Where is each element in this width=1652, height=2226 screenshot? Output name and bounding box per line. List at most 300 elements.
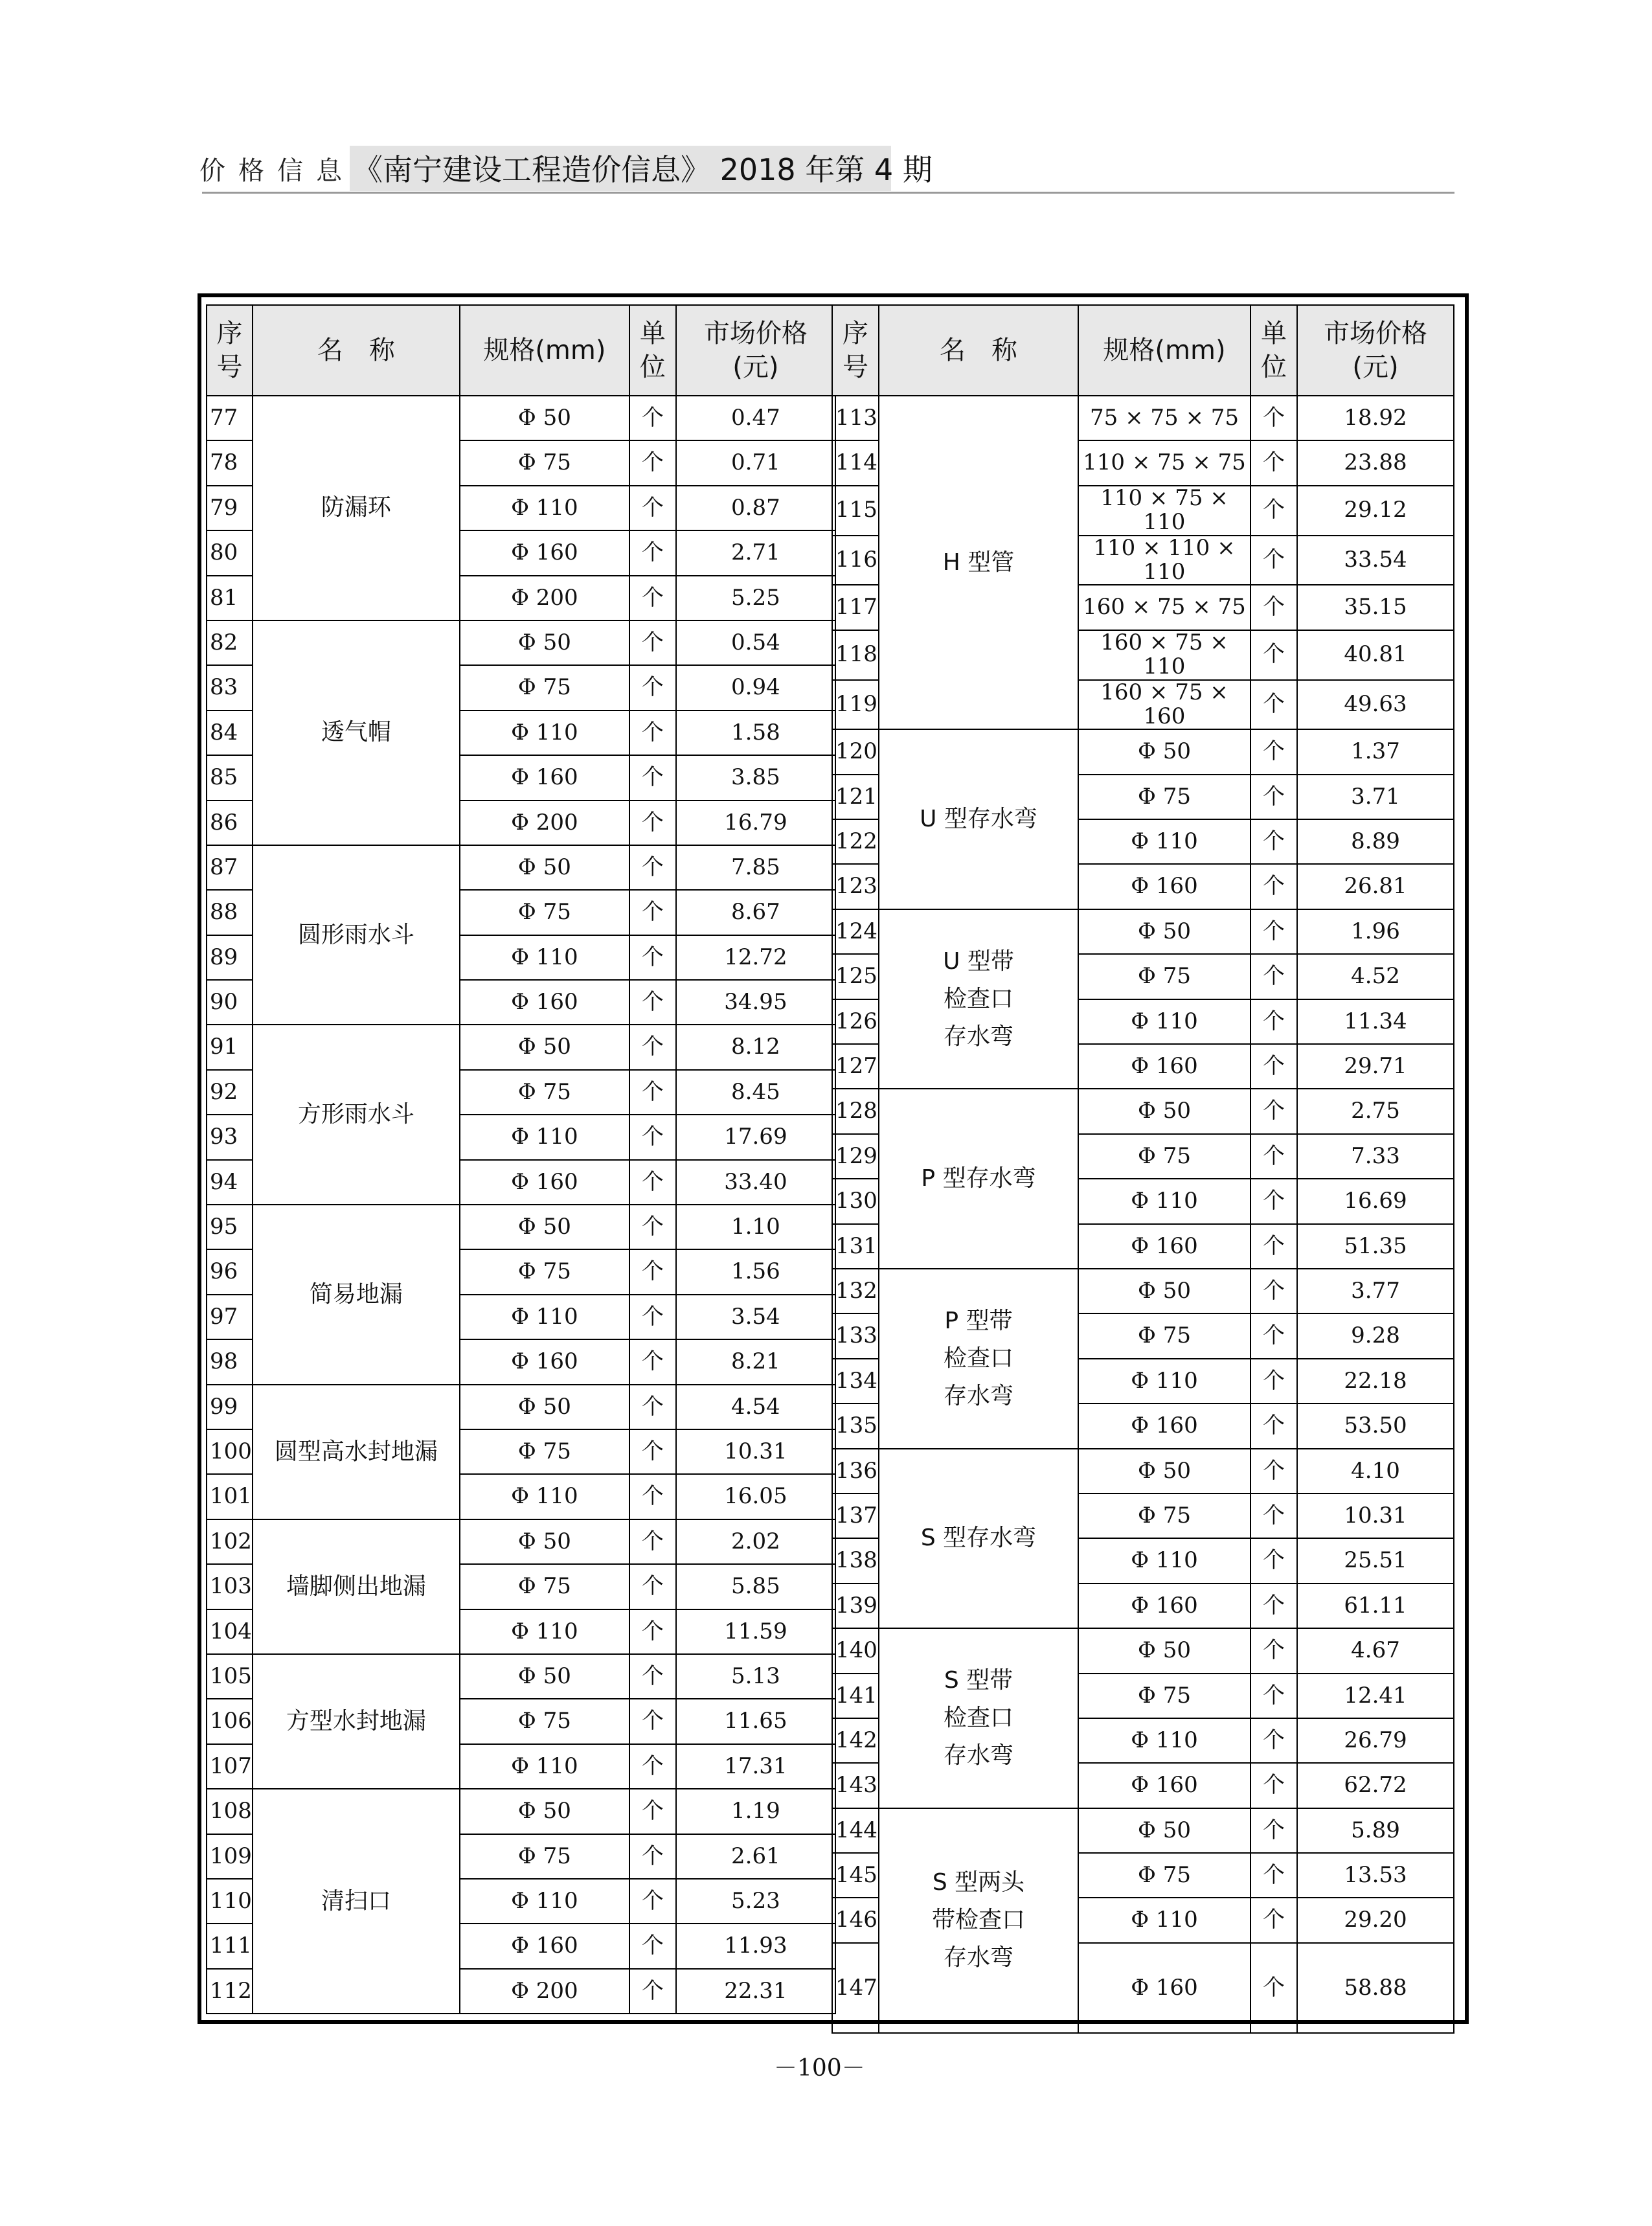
cell-no: 89 — [207, 935, 253, 980]
cell-unit: 个 — [629, 1429, 676, 1474]
table-row — [207, 845, 835, 890]
cell-price: 2.75 — [1297, 1089, 1454, 1133]
cell-no: 82 — [207, 620, 253, 665]
cell-price: 12.41 — [1297, 1674, 1454, 1718]
cell-price: 34.95 — [676, 980, 835, 1025]
cell-spec: Φ 75 — [460, 665, 629, 710]
cell-spec: Φ 110 — [460, 1295, 629, 1339]
cell-price: 5.25 — [676, 576, 835, 620]
cell-price: 10.31 — [676, 1429, 835, 1474]
cell-no: 84 — [207, 710, 253, 755]
cell-spec: 160 × 75 × 110 — [1078, 630, 1250, 680]
cell-price: 33.40 — [676, 1160, 835, 1205]
cell-no: 133 — [832, 1313, 879, 1358]
cell-spec: Φ 75 — [460, 1070, 629, 1115]
cell-price: 22.31 — [676, 1969, 835, 2014]
cell-price: 16.69 — [1297, 1179, 1454, 1223]
cell-no: 116 — [832, 536, 879, 585]
cell-spec: Φ 75 — [1078, 1674, 1250, 1718]
section-label: 价格信息 — [199, 156, 355, 186]
cell-name: 简易地漏 — [253, 1205, 460, 1385]
cell-no: 120 — [832, 729, 879, 774]
cell-spec: Φ 50 — [1078, 1449, 1250, 1493]
cell-spec: Φ 110 — [460, 1115, 629, 1159]
cell-name: 透气帽 — [253, 620, 460, 845]
cell-spec: Φ 75 — [460, 1564, 629, 1609]
cell-unit: 个 — [1250, 680, 1297, 730]
cell-no: 90 — [207, 980, 253, 1025]
cell-unit: 个 — [1250, 1943, 1297, 2033]
cell-price: 26.81 — [1297, 864, 1454, 909]
cell-unit: 个 — [1250, 1808, 1297, 1853]
cell-no: 94 — [207, 1160, 253, 1205]
cell-spec: Φ 110 — [460, 1744, 629, 1789]
cell-unit: 个 — [1250, 1449, 1297, 1493]
cell-price: 23.88 — [1297, 440, 1454, 485]
cell-price: 1.58 — [676, 710, 835, 755]
cell-unit: 个 — [1250, 1898, 1297, 1942]
cell-spec: Φ 50 — [1078, 1269, 1250, 1313]
cell-no: 146 — [832, 1898, 879, 1942]
cell-spec: 160 × 75 × 160 — [1078, 680, 1250, 730]
cell-spec: Φ 50 — [460, 1385, 629, 1429]
cell-unit: 个 — [1250, 585, 1297, 630]
table-row — [832, 1808, 1454, 1853]
cell-no: 139 — [832, 1584, 879, 1628]
cell-no: 147 — [832, 1943, 879, 2033]
cell-spec: Φ 110 — [1078, 819, 1250, 864]
cell-spec: Φ 50 — [1078, 1808, 1250, 1853]
cell-no: 105 — [207, 1654, 253, 1699]
header-spec: 规格(mm) — [460, 305, 629, 396]
cell-spec: Φ 75 — [1078, 1493, 1250, 1538]
cell-no: 137 — [832, 1493, 879, 1538]
cell-price: 3.71 — [1297, 775, 1454, 819]
cell-spec: Φ 75 — [1078, 775, 1250, 819]
cell-price: 17.31 — [676, 1744, 835, 1789]
cell-name: 方形雨水斗 — [253, 1025, 460, 1205]
cell-no: 129 — [832, 1134, 879, 1179]
cell-price: 8.21 — [676, 1339, 835, 1384]
table-row — [832, 1449, 1454, 1493]
cell-unit: 个 — [1250, 819, 1297, 864]
publication-title: 《南宁建设工程造价信息》 2018 年第 4 期 — [353, 152, 933, 187]
cell-price: 1.96 — [1297, 909, 1454, 954]
cell-unit: 个 — [629, 620, 676, 665]
cell-unit: 个 — [629, 1744, 676, 1789]
cell-unit: 个 — [629, 1025, 676, 1069]
cell-unit: 个 — [629, 1609, 676, 1654]
cell-spec: Φ 110 — [460, 935, 629, 980]
cell-spec: Φ 50 — [460, 1519, 629, 1564]
cell-unit: 个 — [629, 1789, 676, 1834]
cell-unit: 个 — [629, 980, 676, 1025]
cell-no: 125 — [832, 954, 879, 999]
table-row — [832, 909, 1454, 954]
cell-unit: 个 — [1250, 954, 1297, 999]
cell-no: 98 — [207, 1339, 253, 1384]
cell-spec: Φ 50 — [1078, 729, 1250, 774]
cell-unit: 个 — [629, 1564, 676, 1609]
header-no: 序 号 — [207, 305, 253, 396]
cell-no: 145 — [832, 1853, 879, 1898]
cell-no: 113 — [832, 396, 879, 440]
cell-spec: Φ 110 — [460, 486, 629, 530]
cell-price: 4.10 — [1297, 1449, 1454, 1493]
cell-price: 3.77 — [1297, 1269, 1454, 1313]
cell-no: 99 — [207, 1385, 253, 1429]
cell-price: 1.19 — [676, 1789, 835, 1834]
cell-price: 1.56 — [676, 1249, 835, 1294]
cell-no: 80 — [207, 530, 253, 575]
cell-no: 93 — [207, 1115, 253, 1159]
cell-spec: Φ 75 — [460, 1834, 629, 1879]
cell-no: 81 — [207, 576, 253, 620]
cell-no: 77 — [207, 396, 253, 440]
table-row — [207, 396, 835, 440]
cell-spec: Φ 160 — [460, 1339, 629, 1384]
cell-spec: Φ 160 — [460, 980, 629, 1025]
cell-unit: 个 — [1250, 1853, 1297, 1898]
cell-unit: 个 — [1250, 1403, 1297, 1448]
cell-name: 防漏环 — [253, 396, 460, 620]
cell-spec: Φ 75 — [460, 440, 629, 485]
cell-price: 29.20 — [1297, 1898, 1454, 1942]
cell-no: 111 — [207, 1924, 253, 1968]
cell-price: 0.71 — [676, 440, 835, 485]
cell-no: 126 — [832, 999, 879, 1044]
cell-no: 130 — [832, 1179, 879, 1223]
cell-no: 101 — [207, 1474, 253, 1519]
cell-spec: Φ 200 — [460, 801, 629, 845]
cell-no: 132 — [832, 1269, 879, 1313]
cell-spec: Φ 160 — [460, 1924, 629, 1968]
cell-unit: 个 — [1250, 396, 1297, 440]
header-no: 序 号 — [832, 305, 879, 396]
cell-price: 12.72 — [676, 935, 835, 980]
cell-no: 115 — [832, 486, 879, 536]
cell-no: 118 — [832, 630, 879, 680]
cell-price: 9.28 — [1297, 1313, 1454, 1358]
cell-no: 86 — [207, 801, 253, 845]
cell-unit: 个 — [1250, 864, 1297, 909]
table-row — [832, 1089, 1454, 1133]
table-row — [207, 620, 835, 665]
cell-unit: 个 — [629, 1834, 676, 1879]
cell-name: H 型管 — [879, 396, 1078, 729]
cell-unit: 个 — [629, 1699, 676, 1743]
cell-price: 10.31 — [1297, 1493, 1454, 1538]
cell-spec: Φ 200 — [460, 576, 629, 620]
cell-spec: Φ 50 — [460, 1205, 629, 1249]
cell-spec: Φ 50 — [460, 396, 629, 440]
cell-unit: 个 — [1250, 536, 1297, 585]
cell-no: 102 — [207, 1519, 253, 1564]
cell-unit: 个 — [629, 1879, 676, 1924]
cell-spec: Φ 50 — [1078, 1089, 1250, 1133]
cell-no: 143 — [832, 1763, 879, 1808]
table-row — [207, 1519, 835, 1564]
cell-unit: 个 — [1250, 1179, 1297, 1223]
cell-unit: 个 — [1250, 1718, 1297, 1763]
cell-unit: 个 — [1250, 1584, 1297, 1628]
cell-spec: Φ 75 — [1078, 1313, 1250, 1358]
cell-unit: 个 — [629, 1474, 676, 1519]
table-header-row — [207, 305, 835, 396]
cell-no: 104 — [207, 1609, 253, 1654]
cell-no: 88 — [207, 890, 253, 935]
cell-spec: Φ 110 — [1078, 1538, 1250, 1583]
cell-price: 7.33 — [1297, 1134, 1454, 1179]
cell-no: 122 — [832, 819, 879, 864]
table-row — [832, 729, 1454, 774]
cell-unit: 个 — [1250, 1628, 1297, 1673]
price-table-left — [206, 304, 836, 2014]
cell-unit: 个 — [1250, 1089, 1297, 1133]
cell-spec: Φ 110 — [1078, 1898, 1250, 1942]
cell-spec: Φ 110 — [460, 1879, 629, 1924]
cell-no: 100 — [207, 1429, 253, 1474]
cell-unit: 个 — [1250, 1313, 1297, 1358]
cell-no: 92 — [207, 1070, 253, 1115]
cell-spec: Φ 160 — [1078, 1403, 1250, 1448]
cell-name: P 型带 检查口 存水弯 — [879, 1269, 1078, 1449]
cell-price: 5.23 — [676, 1879, 835, 1924]
cell-price: 13.53 — [1297, 1853, 1454, 1898]
cell-no: 78 — [207, 440, 253, 485]
cell-spec: Φ 110 — [1078, 1359, 1250, 1403]
cell-spec: Φ 75 — [460, 1429, 629, 1474]
cell-spec: Φ 160 — [1078, 1584, 1250, 1628]
cell-price: 2.71 — [676, 530, 835, 575]
cell-no: 96 — [207, 1249, 253, 1294]
cell-no: 140 — [832, 1628, 879, 1673]
cell-price: 5.85 — [676, 1564, 835, 1609]
cell-price: 0.54 — [676, 620, 835, 665]
header-rule — [202, 192, 1454, 194]
cell-price: 0.47 — [676, 396, 835, 440]
cell-price: 29.71 — [1297, 1044, 1454, 1089]
cell-no: 108 — [207, 1789, 253, 1834]
header-spec: 规格(mm) — [1078, 305, 1250, 396]
cell-spec: Φ 50 — [1078, 909, 1250, 954]
table-row — [832, 396, 1454, 440]
cell-price: 51.35 — [1297, 1224, 1454, 1269]
cell-price: 8.67 — [676, 890, 835, 935]
cell-unit: 个 — [629, 1969, 676, 2014]
cell-spec: Φ 160 — [460, 1160, 629, 1205]
cell-no: 119 — [832, 680, 879, 730]
cell-price: 0.87 — [676, 486, 835, 530]
cell-unit: 个 — [629, 1205, 676, 1249]
cell-unit: 个 — [629, 1160, 676, 1205]
table-row — [207, 1654, 835, 1699]
cell-spec: Φ 75 — [1078, 954, 1250, 999]
cell-spec: Φ 75 — [1078, 1853, 1250, 1898]
cell-no: 128 — [832, 1089, 879, 1133]
cell-price: 2.02 — [676, 1519, 835, 1564]
cell-no: 134 — [832, 1359, 879, 1403]
cell-price: 58.88 — [1297, 1943, 1454, 2033]
cell-spec: Φ 50 — [460, 1654, 629, 1699]
cell-price: 8.12 — [676, 1025, 835, 1069]
cell-spec: Φ 160 — [1078, 1044, 1250, 1089]
cell-unit: 个 — [1250, 999, 1297, 1044]
cell-spec: Φ 75 — [460, 890, 629, 935]
cell-spec: Φ 50 — [460, 1025, 629, 1069]
cell-price: 62.72 — [1297, 1763, 1454, 1808]
cell-price: 40.81 — [1297, 630, 1454, 680]
cell-no: 97 — [207, 1295, 253, 1339]
table-row — [207, 1789, 835, 1834]
table-row — [207, 1205, 835, 1249]
cell-price: 35.15 — [1297, 585, 1454, 630]
cell-name: 圆型高水封地漏 — [253, 1385, 460, 1519]
header-name: 名 称 — [253, 305, 460, 396]
cell-price: 17.69 — [676, 1115, 835, 1159]
cell-unit: 个 — [629, 530, 676, 575]
cell-unit: 个 — [629, 710, 676, 755]
cell-spec: 110 × 75 × 75 — [1078, 440, 1250, 485]
cell-price: 8.89 — [1297, 819, 1454, 864]
cell-spec: 110 × 75 × 110 — [1078, 486, 1250, 536]
cell-spec: Φ 160 — [1078, 1763, 1250, 1808]
cell-spec: Φ 75 — [1078, 1134, 1250, 1179]
cell-no: 141 — [832, 1674, 879, 1718]
cell-no: 103 — [207, 1564, 253, 1609]
cell-price: 3.85 — [676, 755, 835, 800]
cell-price: 49.63 — [1297, 680, 1454, 730]
cell-unit: 个 — [629, 1070, 676, 1115]
cell-price: 16.79 — [676, 801, 835, 845]
cell-unit: 个 — [629, 755, 676, 800]
cell-name: 清扫口 — [253, 1789, 460, 2014]
cell-no: 123 — [832, 864, 879, 909]
cell-price: 1.10 — [676, 1205, 835, 1249]
cell-spec: Φ 160 — [460, 530, 629, 575]
cell-spec: Φ 160 — [1078, 1943, 1250, 2033]
cell-spec: Φ 160 — [1078, 1224, 1250, 1269]
cell-unit: 个 — [1250, 1763, 1297, 1808]
cell-unit: 个 — [629, 845, 676, 890]
cell-price: 29.12 — [1297, 486, 1454, 536]
cell-unit: 个 — [629, 1654, 676, 1699]
cell-no: 121 — [832, 775, 879, 819]
cell-price: 26.79 — [1297, 1718, 1454, 1763]
cell-unit: 个 — [1250, 1044, 1297, 1089]
cell-price: 25.51 — [1297, 1538, 1454, 1583]
cell-no: 144 — [832, 1808, 879, 1853]
cell-price: 8.45 — [676, 1070, 835, 1115]
cell-spec: 160 × 75 × 75 — [1078, 585, 1250, 630]
cell-spec: Φ 110 — [460, 710, 629, 755]
cell-no: 107 — [207, 1744, 253, 1789]
cell-unit: 个 — [1250, 1224, 1297, 1269]
cell-name: S 型两头 带检查口 存水弯 — [879, 1808, 1078, 2033]
cell-unit: 个 — [1250, 1538, 1297, 1583]
cell-unit: 个 — [629, 396, 676, 440]
cell-price: 4.54 — [676, 1385, 835, 1429]
cell-unit: 个 — [629, 576, 676, 620]
cell-name: P 型存水弯 — [879, 1089, 1078, 1269]
cell-spec: Φ 50 — [460, 845, 629, 890]
cell-price: 2.61 — [676, 1834, 835, 1879]
cell-name: U 型存水弯 — [879, 729, 1078, 909]
cell-price: 16.05 — [676, 1474, 835, 1519]
cell-unit: 个 — [629, 1385, 676, 1429]
header-price: 市场价格 (元) — [1297, 305, 1454, 396]
cell-price: 3.54 — [676, 1295, 835, 1339]
cell-no: 135 — [832, 1403, 879, 1448]
cell-no: 95 — [207, 1205, 253, 1249]
cell-price: 11.34 — [1297, 999, 1454, 1044]
cell-price: 11.65 — [676, 1699, 835, 1743]
cell-unit: 个 — [1250, 1493, 1297, 1538]
cell-no: 131 — [832, 1224, 879, 1269]
cell-price: 61.11 — [1297, 1584, 1454, 1628]
cell-unit: 个 — [629, 1295, 676, 1339]
cell-unit: 个 — [1250, 729, 1297, 774]
cell-no: 91 — [207, 1025, 253, 1069]
cell-price: 4.67 — [1297, 1628, 1454, 1673]
cell-no: 85 — [207, 755, 253, 800]
cell-spec: Φ 110 — [1078, 1179, 1250, 1223]
cell-price: 53.50 — [1297, 1403, 1454, 1448]
cell-unit: 个 — [629, 1115, 676, 1159]
cell-unit: 个 — [629, 440, 676, 485]
cell-no: 110 — [207, 1879, 253, 1924]
header-price: 市场价格 (元) — [676, 305, 835, 396]
cell-unit: 个 — [1250, 486, 1297, 536]
cell-no: 83 — [207, 665, 253, 710]
cell-spec: Φ 110 — [1078, 1718, 1250, 1763]
cell-price: 33.54 — [1297, 536, 1454, 585]
cell-unit: 个 — [629, 890, 676, 935]
cell-no: 106 — [207, 1699, 253, 1743]
cell-price: 22.18 — [1297, 1359, 1454, 1403]
cell-name: S 型存水弯 — [879, 1449, 1078, 1629]
page-number: －100－ — [774, 2055, 865, 2082]
cell-no: 127 — [832, 1044, 879, 1089]
cell-spec: Φ 200 — [460, 1969, 629, 2014]
cell-unit: 个 — [629, 1249, 676, 1294]
table-row — [207, 1385, 835, 1429]
table-row — [832, 1269, 1454, 1313]
cell-no: 117 — [832, 585, 879, 630]
cell-unit: 个 — [629, 665, 676, 710]
cell-unit: 个 — [629, 1924, 676, 1968]
cell-spec: Φ 160 — [1078, 864, 1250, 909]
price-table-right — [832, 304, 1454, 2034]
header-name: 名 称 — [879, 305, 1078, 396]
cell-spec: Φ 50 — [460, 1789, 629, 1834]
cell-no: 114 — [832, 440, 879, 485]
cell-price: 5.13 — [676, 1654, 835, 1699]
cell-no: 124 — [832, 909, 879, 954]
cell-spec: Φ 50 — [1078, 1628, 1250, 1673]
cell-spec: Φ 110 — [460, 1609, 629, 1654]
cell-spec: Φ 160 — [460, 755, 629, 800]
cell-unit: 个 — [1250, 440, 1297, 485]
cell-price: 18.92 — [1297, 396, 1454, 440]
cell-no: 87 — [207, 845, 253, 890]
table-row — [207, 1025, 835, 1069]
cell-price: 7.85 — [676, 845, 835, 890]
cell-unit: 个 — [1250, 1134, 1297, 1179]
cell-unit: 个 — [629, 486, 676, 530]
cell-no: 138 — [832, 1538, 879, 1583]
cell-spec: 110 × 110 × 110 — [1078, 536, 1250, 585]
